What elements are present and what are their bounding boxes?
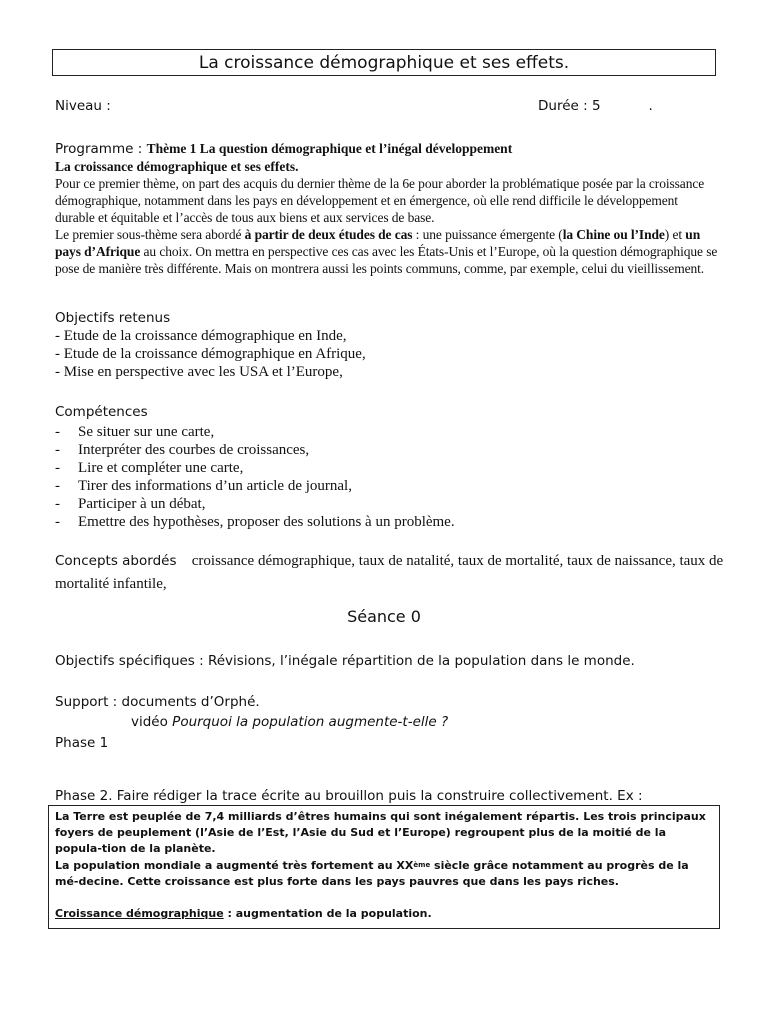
duree-label: Durée : 5 (538, 98, 601, 114)
programme-subtitle: La croissance démographique et ses effets. (55, 159, 299, 174)
competence-item: - Lire et compléter une carte, (55, 460, 244, 476)
objectifs-heading: Objectifs retenus (55, 310, 171, 326)
programme-paragraph-1: Pour ce premier thème, on part des acquis du dernier thème de la 6e pour aborder la problématique posée par la croissance démographique, notamment dans les pays en développement et en émergence, où elle rend difficile le développement durable et équitable et l’accès de tous aux biens et aux services de base. (55, 176, 705, 225)
p2-bold-d: la Chine ou l’Inde (562, 227, 665, 242)
video-label: vidéo (131, 714, 173, 730)
programme-heading (55, 140, 720, 158)
definition-text: : augmentation de la population. (223, 907, 432, 920)
phase-2: Phase 2. Faire rédiger la trace écrite au brouillon puis la construire collectivement. Ex : (55, 788, 643, 804)
competence-item: - Se situer sur une carte, (55, 424, 215, 440)
seance-title: Séance 0 (347, 607, 421, 626)
competence-text: Tirer des informations d’un article de journal, (78, 478, 352, 494)
document-title: La croissance démographique et ses effets. (52, 49, 716, 76)
concepts-heading: Concepts abordés (55, 553, 177, 569)
objectifs-specifiques: Objectifs spécifiques : Révisions, l’inégale répartition de la population dans le monde. (55, 653, 635, 669)
support-video (131, 714, 448, 730)
objectif-item: - Etude de la croissance démographique en Inde, (55, 328, 347, 344)
competences-heading: Compétences (55, 404, 148, 420)
video-title: Pourquoi la population augmente-t-elle ? (172, 714, 449, 730)
trace-definition (55, 906, 713, 922)
objectifs-section (55, 309, 725, 381)
concepts-text: croissance démographique, taux de natalité, taux de mortalité, taux de naissance, taux de mortalité infantile, (55, 553, 724, 592)
p2-text-e: ) et (664, 227, 686, 242)
concepts-section (55, 549, 725, 595)
programme-section (55, 140, 720, 277)
competence-text: Lire et compléter une carte, (78, 460, 244, 476)
competence-item: - Tirer des informations d’un article de journal, (55, 478, 352, 494)
competence-item: - Interpréter des courbes de croissances, (55, 442, 310, 458)
trace-p2-a: La population mondiale a augmenté très fortement au XX (55, 859, 414, 872)
trace-ecrite-box (48, 805, 720, 929)
programme-paragraph-2 (55, 226, 720, 277)
competence-text: Se situer sur une carte, (78, 424, 215, 440)
p2-bold-b: à partir de deux études de cas (244, 227, 413, 242)
competence-text: Participer à un débat, (78, 496, 206, 512)
programme-theme: Thème 1 La question démographique et l’inégal développement (146, 141, 513, 156)
competence-text: Interpréter des courbes de croissances, (78, 442, 310, 458)
trace-paragraph-2 (55, 857, 713, 890)
p2-text-g: au choix. On mettra en perspective ces cas avec les États-Unis et l’Europe, où la question démographique se pose de manière très différente. Mais on montrera aussi les points communs, comme, par exemple, celui du vieillissement. (55, 244, 718, 276)
trace-p2-sup: ème (413, 861, 431, 869)
p2-text-c: : une puissance émergente ( (412, 227, 563, 242)
objectif-item: - Mise en perspective avec les USA et l’Europe, (55, 364, 343, 380)
trace-p2-b: siècle grâce notamment au progrès de la mé-decine. Cette croissance est plus forte dans les pays pauvres que dans les pays riches. (55, 859, 689, 888)
phase-1: Phase 1 (55, 735, 109, 751)
trace-paragraph-1: La Terre est peuplée de 7,4 milliards d’êtres humains qui sont inégalement répartis. Les trois principaux foyers de peuplement (l’Asie de l’Est, l’Asie du Sud et l’Europe) regroupent plus de la moitié de la popula-tion de la planète. (55, 810, 706, 855)
objectif-item: - Etude de la croissance démographique en Afrique, (55, 346, 366, 362)
definition-term: Croissance démographique (55, 907, 224, 920)
p2-text-a: Le premier sous-thème sera abordé (55, 227, 245, 242)
competence-text: Emettre des hypothèses, proposer des solutions à un problème. (78, 514, 455, 530)
competences-list (55, 423, 725, 531)
niveau-label: Niveau : (55, 98, 111, 114)
programme-label: Programme : (55, 141, 143, 157)
competence-item: - Participer à un débat, (55, 496, 206, 512)
duree-end: . (648, 98, 653, 114)
competence-item: - Emettre des hypothèses, proposer des solutions à un problème. (55, 514, 455, 530)
duree-field (538, 98, 653, 114)
support-line: Support : documents d’Orphé. (55, 694, 260, 710)
competences-section (55, 403, 725, 531)
p2-bold-f: un pays d’Afrique (55, 227, 701, 259)
